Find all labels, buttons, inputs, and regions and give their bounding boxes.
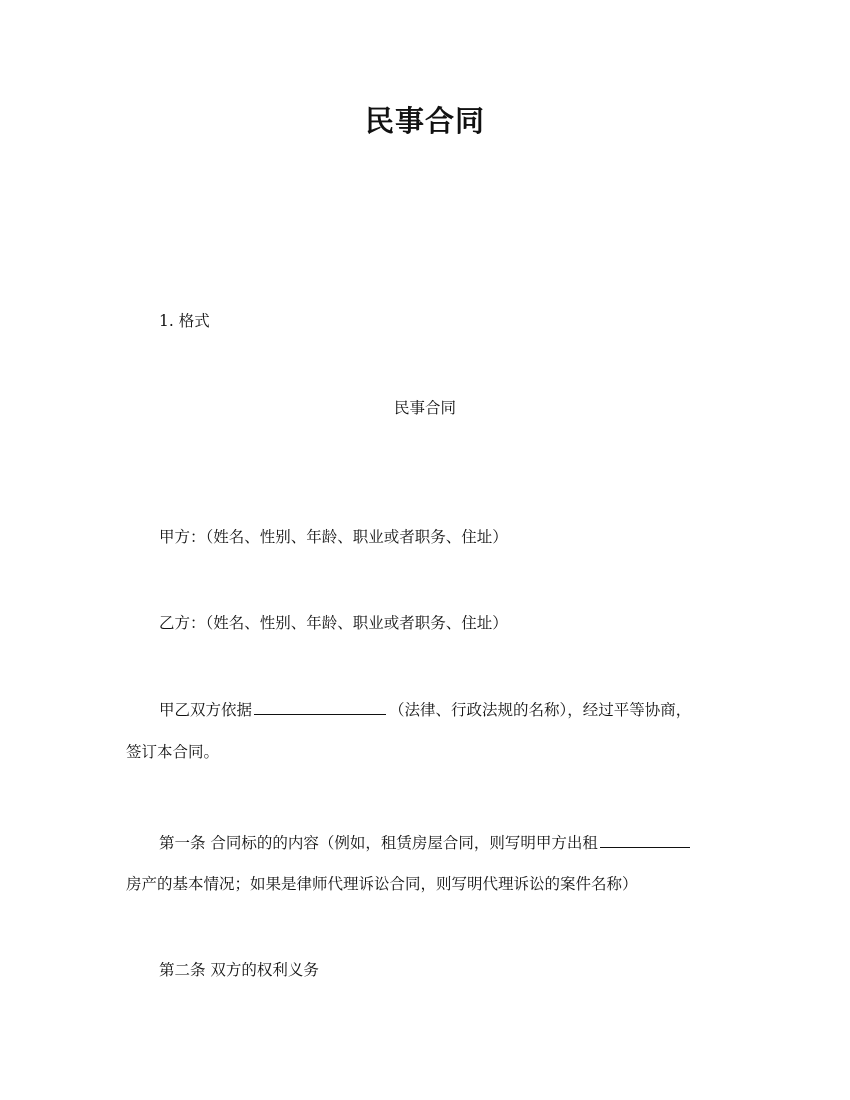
section-label: 1. 格式	[159, 312, 210, 330]
document-title: 民事合同	[364, 104, 485, 138]
legal-basis-suffix: （法律、行政法规的名称），经过平等协商，	[389, 701, 692, 719]
contract-subtitle: 民事合同	[393, 399, 456, 417]
legal-basis-line	[159, 698, 691, 721]
article-two-heading: 第二条 双方的权利义务	[159, 961, 319, 979]
article-one-line-two: 房产的基本情况；如果是律师代理诉讼合同，则写明代理诉讼的案件名称）	[126, 875, 638, 893]
legal-basis-prefix: 甲乙双方依据	[159, 701, 253, 719]
party-a-line: 甲方：（姓名、性别、年龄、职业或者职务、住址）	[159, 528, 508, 546]
property-blank	[600, 831, 690, 848]
legal-basis-continued: 签订本合同。	[126, 743, 220, 761]
article-one-line-one	[159, 831, 690, 854]
article-one-text: 第一条 合同标的的内容（例如，租赁房屋合同，则写明甲方出租	[159, 834, 598, 852]
party-b-line: 乙方：（姓名、性别、年龄、职业或者职务、住址）	[159, 614, 508, 632]
law-name-blank	[254, 698, 386, 715]
